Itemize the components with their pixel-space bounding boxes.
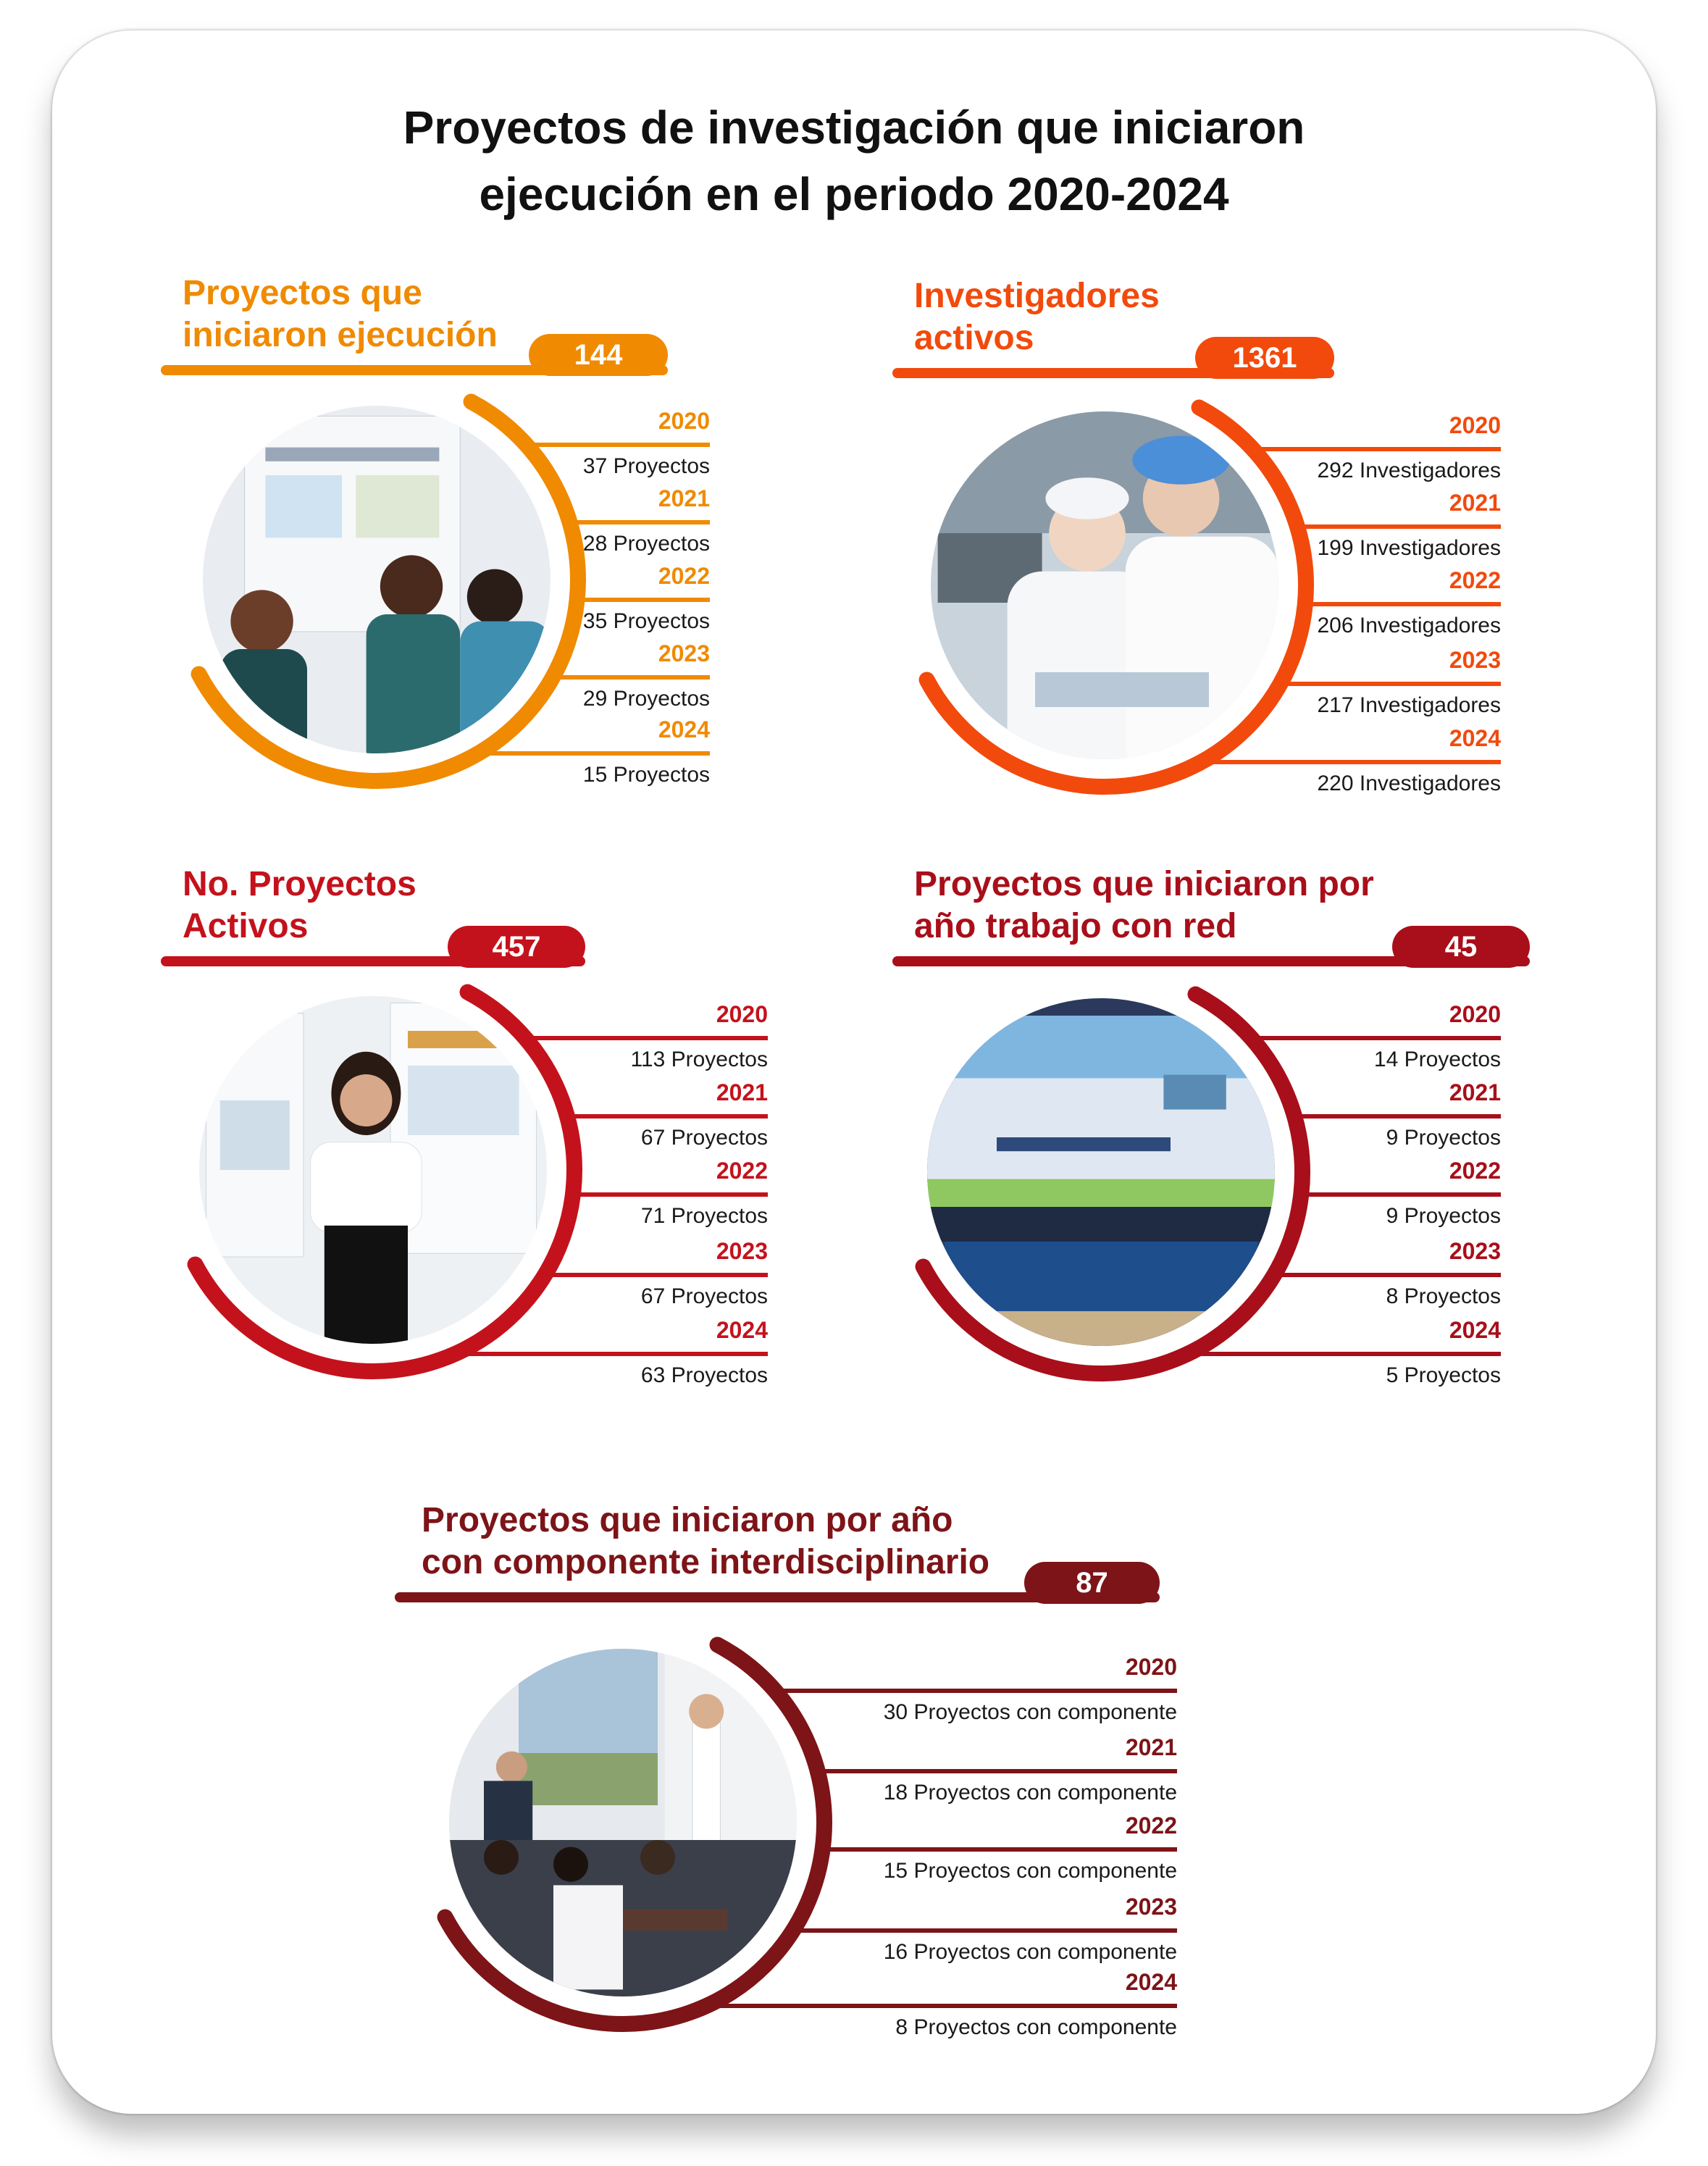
year-line: [815, 1769, 1177, 1773]
year-line: [773, 1689, 1177, 1693]
year-line: [474, 751, 710, 756]
section-title-line-2: iniciaron ejecución: [183, 316, 498, 354]
year-label: 2021: [1125, 1734, 1177, 1760]
year-label: 2022: [1125, 1812, 1177, 1839]
section-title-line-1: Investigadores: [914, 277, 1160, 315]
year-line: [524, 443, 710, 447]
section-title-line-2: año trabajo con red: [914, 907, 1237, 945]
year-value: 35 Proyectos: [582, 609, 710, 633]
year-line: [702, 2004, 1177, 2008]
year-label: 2024: [1449, 1317, 1501, 1343]
ring-arc: [407, 1607, 839, 2039]
year-label: 2024: [1449, 725, 1501, 751]
section-title: [422, 1500, 989, 1584]
year-value: 29 Proyectos: [582, 687, 710, 711]
year-label: 2020: [1125, 1654, 1177, 1680]
total-badge: 87: [1024, 1562, 1160, 1604]
year-value: 28 Proyectos: [582, 532, 710, 556]
year-label: 2024: [716, 1317, 768, 1343]
year-value: 71 Proyectos: [640, 1204, 768, 1228]
year-label: 2021: [716, 1079, 768, 1105]
section-title-line-1: Proyectos que iniciaron por: [914, 865, 1374, 903]
year-line: [564, 1114, 768, 1118]
year-label: 2022: [1449, 567, 1501, 593]
year-value: 217 Investigadores: [1317, 693, 1501, 717]
year-line: [1270, 1273, 1501, 1277]
section-title-line-1: Proyectos que iniciaron por año: [422, 1501, 953, 1539]
year-label: 2022: [1449, 1158, 1501, 1184]
section-title-line-1: Proyectos que: [183, 274, 422, 312]
year-label: 2023: [1125, 1894, 1177, 1920]
year-line: [549, 675, 710, 680]
year-value: 113 Proyectos: [630, 1048, 768, 1071]
year-value: 9 Proyectos: [1386, 1126, 1501, 1150]
total-badge: 45: [1392, 926, 1530, 968]
year-label: 2023: [658, 640, 710, 666]
section-title-line-2: Activos: [183, 907, 309, 945]
year-value: 15 Proyectos con componente: [883, 1859, 1177, 1883]
year-label: 2023: [1449, 1238, 1501, 1264]
year-value: 16 Proyectos con componente: [883, 1940, 1177, 1964]
year-line: [567, 520, 710, 524]
year-label: 2024: [658, 716, 710, 743]
year-label: 2020: [716, 1001, 768, 1027]
year-label: 2023: [716, 1238, 768, 1264]
year-line: [1277, 682, 1501, 686]
year-value: 292 Investigadores: [1317, 459, 1501, 482]
year-label: 2022: [658, 563, 710, 589]
year-line: [570, 1192, 768, 1197]
page-title-line-1: Proyectos de investigación que iniciaron: [403, 101, 1305, 154]
year-value: 9 Proyectos: [1386, 1204, 1501, 1228]
year-value: 37 Proyectos: [582, 454, 710, 478]
year-label: 2023: [1449, 647, 1501, 673]
year-value: 5 Proyectos: [1386, 1363, 1501, 1387]
year-value: 14 Proyectos: [1373, 1048, 1501, 1071]
year-line: [451, 1352, 768, 1356]
year-line: [523, 1036, 768, 1040]
year-label: 2022: [716, 1158, 768, 1184]
year-label: 2020: [1449, 412, 1501, 438]
page-title: [0, 94, 1708, 227]
year-line: [1183, 1352, 1501, 1356]
year-value: 15 Proyectos: [582, 763, 710, 787]
year-value: 8 Proyectos: [1386, 1284, 1501, 1308]
year-line: [542, 1273, 768, 1277]
year-line: [1249, 1036, 1501, 1040]
year-line: [819, 1847, 1177, 1852]
section-title-line-2: activos: [914, 319, 1034, 357]
total-badge: 1361: [1195, 337, 1334, 379]
year-value: 18 Proyectos con componente: [883, 1781, 1177, 1805]
year-value: 8 Proyectos con componente: [895, 2015, 1177, 2039]
year-line: [574, 598, 710, 602]
section-title-line-2: con componente interdisciplinario: [422, 1543, 990, 1581]
total-badge: 457: [448, 926, 585, 968]
year-value: 199 Investigadores: [1317, 536, 1501, 560]
year-label: 2024: [1125, 1969, 1177, 1995]
year-line: [1197, 760, 1501, 764]
year-line: [1302, 602, 1501, 606]
year-line: [1294, 524, 1501, 529]
section-title: [914, 864, 1374, 948]
year-label: 2021: [1449, 1079, 1501, 1105]
year-line: [790, 1928, 1177, 1933]
year-line: [1292, 1114, 1501, 1118]
year-label: 2020: [1449, 1001, 1501, 1027]
section-title: [914, 275, 1160, 359]
year-value: 30 Proyectos con componente: [883, 1700, 1177, 1724]
year-label: 2021: [1449, 490, 1501, 516]
total-badge: 144: [529, 334, 668, 376]
year-label: 2020: [658, 408, 710, 434]
year-line: [1298, 1192, 1501, 1197]
page-title-line-2: ejecución en el periodo 2020-2024: [479, 168, 1229, 220]
year-value: 206 Investigadores: [1317, 614, 1501, 637]
year-value: 63 Proyectos: [640, 1363, 768, 1387]
year-line: [1251, 447, 1501, 451]
section-title: [183, 272, 498, 356]
section-title-line-1: No. Proyectos: [183, 865, 416, 903]
year-value: 67 Proyectos: [640, 1126, 768, 1150]
year-label: 2021: [658, 485, 710, 511]
year-value: 220 Investigadores: [1317, 772, 1501, 795]
section-title: [183, 864, 416, 948]
year-value: 67 Proyectos: [640, 1284, 768, 1308]
